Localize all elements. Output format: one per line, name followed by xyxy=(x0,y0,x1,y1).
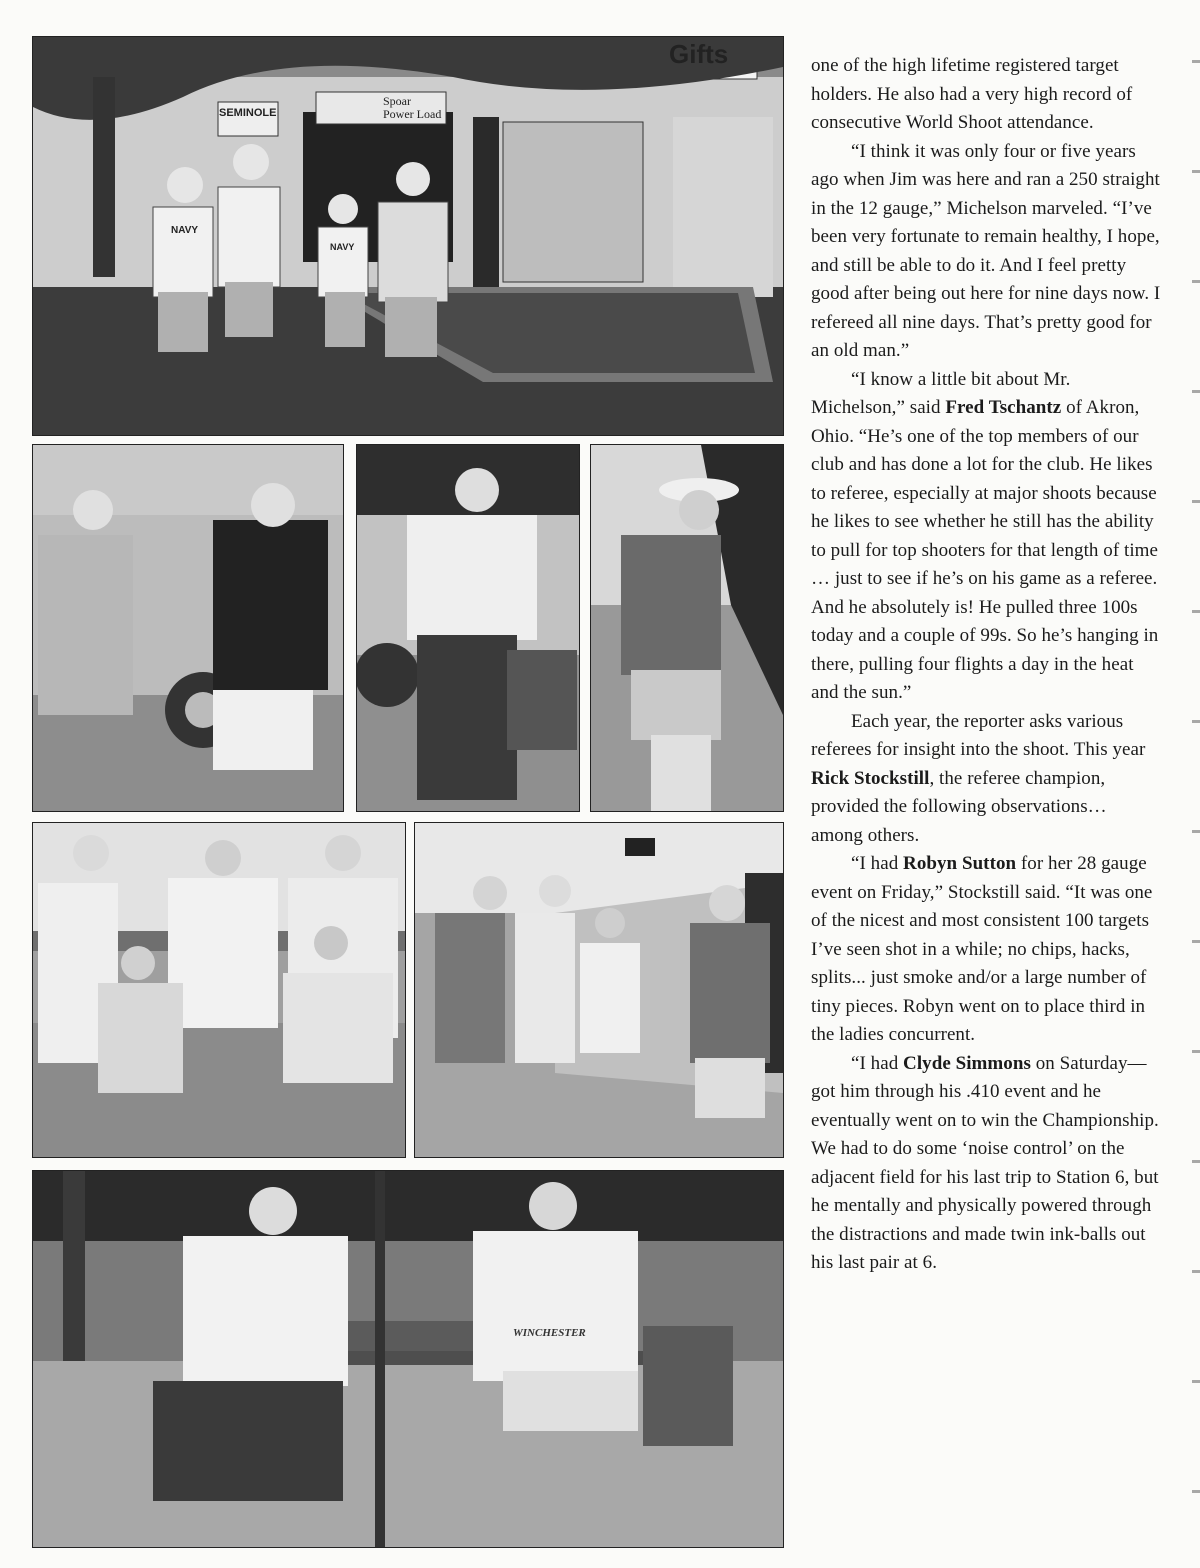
shirt-text-winchester: WINCHESTER xyxy=(513,1327,586,1339)
paragraph-4: Each year, the reporter asks various referees for insight into the shoot. This year Rick Stockstill, the referee champion, provided the following observations… among others. xyxy=(811,710,1146,846)
paragraph-1: one of the high lifetime registered target holders. He also had a very high record of consecutive World Shoot attendance. xyxy=(811,55,1133,133)
name-robyn-sutton: Robyn Sutton xyxy=(903,853,1017,874)
photo-referee-with-shotgun xyxy=(356,444,580,812)
referee-shotgun-scene xyxy=(357,445,579,811)
paragraph-6: “I had Clyde Simmons on Saturday—got him through his .410 event and he eventually went on to win the Championship. We had to do some ‘noise control’ on the adjacent field for his last trip to Station 6, but he mentally and physically powered through the distractions and made twin ink-balls out his last pair at 6. xyxy=(811,1052,1159,1273)
page-edge-marks xyxy=(1192,0,1200,1568)
store-sign-seminole: SEMINOLE xyxy=(219,107,277,119)
photo-two-referees-truck xyxy=(32,444,344,812)
paragraph-5: “I had Robyn Sutton for her 28 gauge event on Friday,” Stockstill said. “It was one of the nicest and most consistent 100 targets I’ve seen shot in a while; no chips, hacks, splits... just smoke and/or a large number of tiny pieces. Robyn went on to place third in the ladies concurrent. xyxy=(811,853,1153,1045)
shirt-navy-1: NAVY xyxy=(171,225,199,236)
photo-group-five-shooters xyxy=(32,822,406,1158)
name-clyde-simmons: Clyde Simmons xyxy=(903,1052,1031,1074)
photo-four-men-suv xyxy=(414,822,784,1158)
photo-referee-cowboy-hat xyxy=(590,444,784,812)
name-fred-tschantz: Fred Tschantz xyxy=(945,397,1062,418)
photo-storefront-walkers xyxy=(32,36,784,436)
store-sign-power-load: Spoar Power Load xyxy=(383,94,442,121)
cowboy-hat-scene xyxy=(591,445,783,811)
paragraph-2: “I think it was only four or five years ago when Jim was here and ran a 250 straight in the 12 gauge,” Michelson marveled. “I’ve been very fortunate to remain healthy, I hope, and still be able to do it. And I feel pretty good after being out here for nine days now. I refereed all nine days. That’s pretty good for an old man.” xyxy=(811,140,1161,361)
shirt-navy-2: NAVY xyxy=(330,242,355,252)
group-shooters-scene xyxy=(33,823,405,1157)
two-referees-scene xyxy=(33,445,343,811)
store-sign-gifts: Gifts xyxy=(669,39,729,69)
paragraph-3: “I know a little bit about Mr. Michelson,” said Fred Tschantz of Akron, Ohio. “He’s one of the top members of our club and has done a lot for the club. He likes to referee, especially at major shoots because he likes to see whether he still has the ability to pull for top shooters for that length of time … just to see if he’s on his game as a referee. And he absolutely is! He pulled three 100s today and a couple of 99s. So he’s hanging in there, pulling four flights a day in the heat and the sun.” xyxy=(811,368,1159,703)
article-column xyxy=(811,52,1163,1278)
name-rick-stockstill: Rick Stockstill xyxy=(811,767,930,789)
picnic-table-scene xyxy=(33,1171,783,1547)
four-men-suv-scene xyxy=(415,823,783,1157)
photo-two-men-picnic-table xyxy=(32,1170,784,1548)
